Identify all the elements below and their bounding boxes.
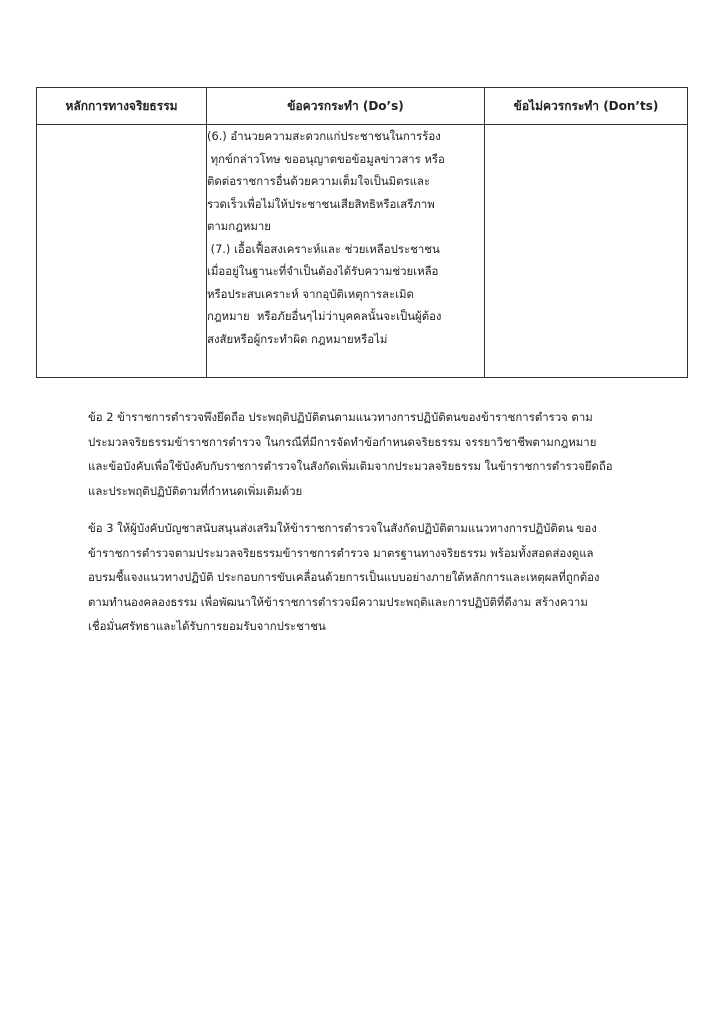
dos-line: สงสัยหรือผู้กระทำผิด กฎหมายหรือไม่ xyxy=(207,331,388,346)
article-2-line: ประมวลจริยธรรมข้าราชการตำรวจ ในกรณีที่มีการจัดทำข้อกำหนดจริยธรรม จรรยาวิชาชีพตามกฎหมาย xyxy=(88,434,597,449)
principle-cell xyxy=(37,125,207,378)
dos-line: ตามกฎหมาย xyxy=(207,219,271,233)
ethics-table xyxy=(36,87,688,378)
article-3-paragraph xyxy=(88,516,693,639)
article-2-paragraph xyxy=(88,405,693,503)
dos-line: (6.) อำนวยความสะดวกแก่ประชาชนในการร้อง xyxy=(207,129,441,143)
dos-line: (7.) เอื้อเฟื้อสงเคราะห์และ ช่วยเหลือประชาชน xyxy=(207,241,440,256)
article-3-line: ข้าราชการตำรวจตามประมวลจริยธรรมข้าราชการตำรวจ มาตรฐานทางจริยธรรม พร้อมทั้งสอดส่องดูแล xyxy=(88,545,594,560)
article-2-line: และประพฤติปฏิบัติตามที่กำหนดเพิ่มเติมด้วย xyxy=(88,483,303,498)
article-3-line: ตามทำนองคลองธรรม เพื่อพัฒนาให้ข้าราชการตำรวจมีความประพฤติและการปฏิบัติที่ดีงาม สร้างความ xyxy=(88,594,588,609)
dos-line: เมื่ออยู่ในฐานะที่จำเป็นต้องได้รับความช่วยเหลือ xyxy=(207,264,439,278)
article-3-line: อบรมชี้แจงแนวทางปฏิบัติ ประกอบการขับเคลื่อนด้วยการเป็นแบบอย่างภายใต้หลักการและเหตุผลที่ถูกต้อง xyxy=(88,570,600,584)
dos-line: กฎหมาย หรือภัยอื่นๆไม่ว่าบุคคลนั้นจะเป็นผู้ต้อง xyxy=(207,309,442,323)
dos-line: หรือประสบเคราะห์ จากอุบัติเหตุการละเมิด xyxy=(207,286,414,301)
dos-line: ติดต่อราชการอื่นด้วยความเต็มใจเป็นมิตรและ xyxy=(207,174,431,188)
article-3-line: เชื่อมั่นศรัทธาและได้รับการยอมรับจากประชาชน xyxy=(88,619,326,633)
article-3-line: ข้อ 3 ให้ผู้บังคับบัญชาสนับสนุนส่งเสริมให้ข้าราชการตำรวจในสังกัดปฏิบัติตามแนวทางการปฏิบัติตน ของ xyxy=(88,521,597,535)
table-row xyxy=(37,125,688,378)
article-2-line: ข้อ 2 ข้าราชการตำรวจพึงยึดถือ ประพฤติปฏิบัติตนตามแนวทางการปฏิบัติตนของข้าราชการตำรวจ ตาม xyxy=(88,410,593,424)
donts-cell xyxy=(485,125,688,378)
article-2-line: และข้อบังคับเพื่อใช้บังคับกับราชการตำรวจในสังกัดเพิ่มเติมจากประมวลจริยธรรม ในข้าราชการตำรวจยึดถือ xyxy=(88,459,613,473)
header-principle: หลักการทางจริยธรรม xyxy=(37,88,207,125)
table-header-row xyxy=(37,88,688,125)
dos-line: ทุกข์กล่าวโทษ ขออนุญาตขอข้อมูลข่าวสาร หรือ xyxy=(207,151,445,166)
header-dos: ข้อควรกระทำ (Do’s) xyxy=(207,88,485,125)
dos-line: รวดเร็วเพื่อไม่ให้ประชาชนเสียสิทธิหรือเสรีภาพ xyxy=(207,196,435,211)
dos-cell xyxy=(207,125,485,378)
header-donts: ข้อไม่ควรกระทำ (Don’ts) xyxy=(485,88,688,125)
